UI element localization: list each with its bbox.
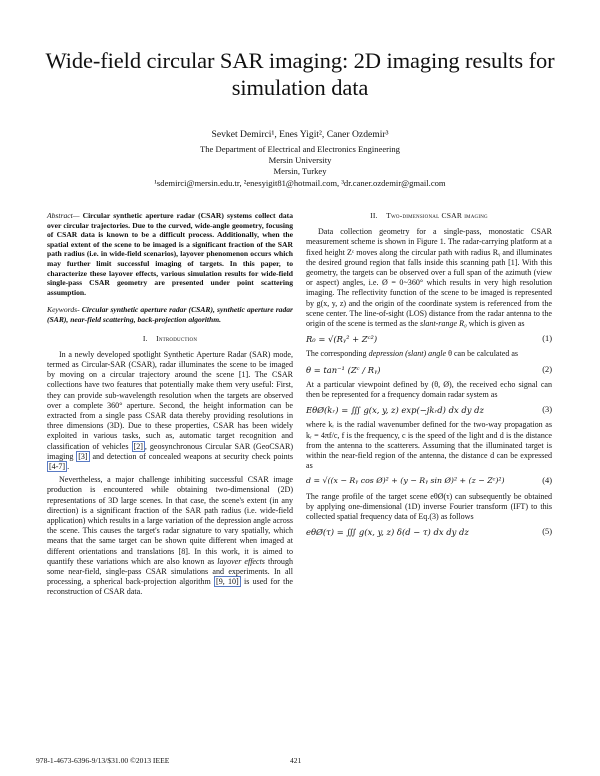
section-heading-introduction xyxy=(47,334,293,344)
text-run: Data collection geometry for a single-pass, monostatic CSAR measurement scheme is shown in Figure 1. The radar-carrying platform at a fixed height Zᶜ moves along the circular path with radius Rᵧ and illuminates the desired ground region that falls inside this scanning path [1]. With this geometry, the targets can be observed over a full span of the azimuth (view or aspect) angles, i.e. Ø = 0~360° which results in very high resolution imaging. The reflectivity function of the scene to be imaged is represented by g(x, y, z) and the origin of the coordinate system is referenced from the scene center. The line-of-sight (LOS) distance from the radar antenna to the origin of the scene is termed as the xyxy=(306,227,552,329)
section-heading-geometry xyxy=(306,211,552,221)
affiliation-university: Mersin University xyxy=(268,155,332,166)
left-column xyxy=(47,211,293,601)
text-run: through some near-field, single-pass CSAR simulations and experiments. In all processing, a spherical back-projection algorithm xyxy=(47,556,293,587)
equation-expression: θ = tan⁻¹ (Zᶜ / Rᵧ) xyxy=(306,364,381,375)
citation-link[interactable]: [9, 10] xyxy=(216,577,239,587)
right-column xyxy=(306,211,552,542)
geometry-paragraph-1 xyxy=(306,227,552,329)
section-title: Introduction xyxy=(156,333,198,343)
equation-3 xyxy=(306,405,552,415)
text-run: , geosynchronous Circular SAR (GeoCSAR) imaging xyxy=(47,441,293,461)
emphasis: slant-range R₀ xyxy=(419,319,467,329)
page-number: 421 xyxy=(290,756,302,765)
equation-5 xyxy=(306,527,552,537)
keywords-text: Circular synthetic aperture radar (CSAR), synthetic aperture radar (SAR), near-field scattering, back-projection algorithm. xyxy=(47,305,293,324)
section-number: I. xyxy=(142,333,148,343)
abstract-label: Abstract— xyxy=(47,211,80,220)
equation-number: (4) xyxy=(542,476,552,486)
affiliation-city: Mersin, Turkey xyxy=(273,166,327,177)
equation-expression: EθØ(kᵣ) = ∭ g(x, y, z) exp(−jkᵣd) dx dy dz xyxy=(306,405,484,416)
emphasis: depression (slant) angle xyxy=(368,349,447,359)
equation-number: (1) xyxy=(542,334,552,344)
text-run: In a newly developed spotlight Synthetic Aperture Radar (SAR) mode, termed as Circular-SAR (CSAR), radar illuminates the scene to be imaged by moving on a circular trajectory around the scene [1]. The CSAR collections have two features that potentially make them very useful: First, they can provide sub-wavelength resolution when the targets are observed over a complete 360° aperture. Second, the height information can be extracted from a single pass CSAR data thereby providing resolutions in three dimensions (3D). Due to these properties, CSAR has been widely exploited in various tasks, such as, automatic target recognition and classification of vehicles xyxy=(47,349,293,451)
text-run: and detection of concealed weapons at security check points xyxy=(89,451,293,461)
geometry-paragraph-5: The range profile of the target scene eθØ(τ) can subsequently be obtained by applying one-dimensional (1D) inverse Fourier transform (IFT) to this collected spatial frequency data of Eq.(3) as follows xyxy=(306,491,552,522)
geometry-paragraph-2 xyxy=(306,349,552,359)
paper-title: Wide-field circular SAR imaging: 2D imaging results for simulation data xyxy=(45,48,555,100)
text-run: The corresponding xyxy=(306,349,367,359)
section-number: II. xyxy=(370,211,378,220)
abstract-text: Circular synthetic aperture radar (CSAR) systems collect data over circular trajectories. Due to the curved, wide-angle geometry, focusing of CSAR data is known to be a difficult process. Additionally, when the spatial extent of the scene to be imaged is a significant fraction of the SAR path radius (i.e. in wide-field scenarios), layover phenomenon occurs which may further limit successful imaging of targets. In this paper, to characterize these layover effects, various simulation results for wide-field single-pass CSAR geometry are presented under point scattering assumption. xyxy=(47,211,293,297)
geometry-paragraph-4: where kᵣ is the radial wavenumber defined for the two-way propagation as kᵣ = 4πf/c, f is the frequency, c is the speed of the light and d is the distance from the antenna to the scatterers. Assuming that the illuminated target is within the near-field region of the antenna, the distance d can be expressed as xyxy=(306,420,552,471)
text-run: which is given as xyxy=(466,319,525,329)
abstract xyxy=(47,211,293,297)
citation-link[interactable]: [2] xyxy=(133,441,143,451)
equation-number: (2) xyxy=(542,364,552,374)
emphasis: layover effects xyxy=(217,556,265,566)
keywords-label: Keywords- xyxy=(47,305,80,315)
equation-1 xyxy=(306,334,552,344)
citation-link[interactable]: [3] xyxy=(78,451,88,461)
text-run: . xyxy=(67,461,70,471)
equation-expression: eθØ(τ) = ∭ g(x, y, z) δ(d − τ) dx dy dz xyxy=(306,527,469,538)
keywords xyxy=(47,305,293,324)
text-run: is used for the reconstruction of CSAR data. xyxy=(47,577,294,597)
equation-number: (5) xyxy=(542,527,552,537)
affiliation-emails: ¹sdemirci@mersin.edu.tr, ²enesyigit81@hotmail.com, ³dr.caner.ozdemir@gmail.com xyxy=(154,177,446,188)
copyright-footer: 978-1-4673-6396-9/13/$31.00 ©2013 IEEE xyxy=(36,756,170,765)
equation-expression: d = √((x − Rᵧ cos Ø)² + (y − Rᵧ sin Ø)² + (z − Zᶜ)²) xyxy=(306,476,505,486)
equation-2 xyxy=(306,365,552,375)
text-run: θ can be calculated as xyxy=(446,349,519,359)
equation-expression: R₀ = √(Rᵧ² + Zᶜ²) xyxy=(306,334,378,345)
affiliation-dept: The Department of Electrical and Electronics Engineering xyxy=(200,144,400,154)
intro-paragraph-1 xyxy=(47,350,293,472)
author-list: Sevket Demirci¹, Enes Yigit², Caner Ozdemir³ xyxy=(211,129,389,140)
equation-number: (3) xyxy=(542,405,552,415)
citation-link[interactable]: [4-7] xyxy=(49,461,66,471)
intro-paragraph-2 xyxy=(47,475,293,597)
affiliation-block xyxy=(40,144,560,189)
section-title: Two-dimensional CSAR imaging xyxy=(386,211,488,220)
geometry-paragraph-3: At a particular viewpoint defined by (θ, Ø), the received echo signal can then be represented for a frequency domain radar system as xyxy=(306,379,552,400)
equation-4 xyxy=(306,476,552,486)
text-run: Nevertheless, a major challenge inhibiting successful CSAR image production is encountered while obtaining two-dimensional (2D) representations of 3D large scenes. In that case, the scene's extent (in any direction) is a significant fraction of the SAR path radius (i.e. wide-field application) which results in a large variation of the depression angle across the scene. This causes the target's radar signature to vary spatially, which means that the same target can be shown quite different when imaged at different orientations and translations [8]. In this work, it is aimed to quantify these variations which are also known as xyxy=(47,475,293,566)
